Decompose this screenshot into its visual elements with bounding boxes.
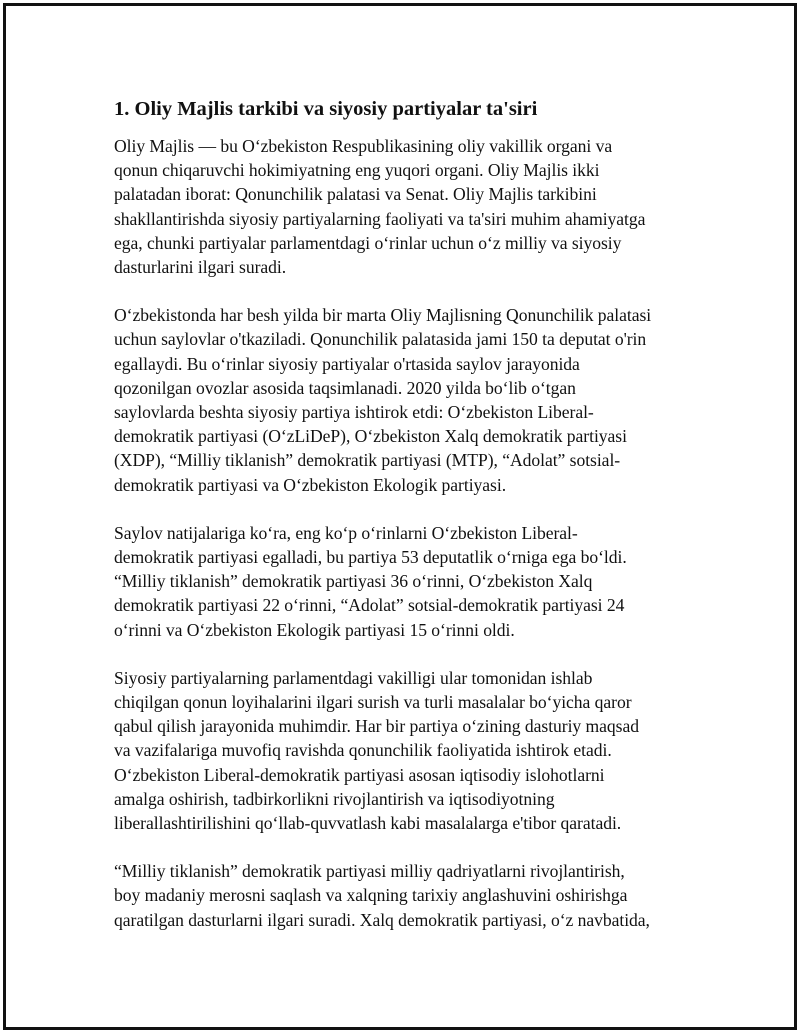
paragraph-milliy-tiklanish [114, 859, 694, 932]
text-line: Oliy Majlis — bu O‘zbekiston Respublikasining oliy vakillik organi va [114, 136, 613, 156]
text-line: boy madaniy merosni saqlash va xalqning tarixiy anglashuvini oshirishga [114, 885, 628, 906]
text-line: Saylov natijalariga ko‘ra, eng ko‘p o‘rinlarni O‘zbekiston Liberal- [114, 522, 578, 543]
text-line: “Milliy tiklanish” demokratik partiyasi 36 o‘rinni, O‘zbekiston Xalq [114, 571, 593, 592]
text-line: palatadan iborat: Qonunchilik palatasi va Senat. Oliy Majlis tarkibini [114, 184, 597, 205]
text-line: qaratilgan dasturlarni ilgari suradi. Xalq demokratik partiyasi, o‘z navbatida, [114, 909, 650, 930]
text-line: shakllantirishda siyosiy partiyalarning faoliyati va ta'siri muhim ahamiyatga [114, 208, 646, 229]
text-line: egallaydi. Bu o‘rinlar siyosiy partiyalar o'rtasida saylov jarayonida [114, 353, 580, 374]
text-line: (XDP), “Milliy tiklanish” demokratik partiyasi (MTP), “Adolat” sotsial- [114, 450, 621, 471]
section-heading: 1. Oliy Majlis tarkibi va siyosiy partiyalar ta'siri [114, 98, 538, 120]
text-line: liberallashtirilishini qo‘llab-quvvatlash kabi masalalarga e'tibor qaratadi. [114, 813, 622, 834]
text-line: chiqilgan qonun loyihalarini ilgari surish va turli masalalar bo‘yicha qaror [114, 692, 632, 713]
text-line: dasturlarini ilgari suradi. [114, 257, 287, 278]
paragraph-party-representation [114, 666, 694, 835]
document-body [114, 96, 694, 956]
text-line: qabul qilish jarayonida muhimdir. Har bir partiya o‘zining dasturiy maqsad [114, 716, 639, 737]
text-line: qozonilgan ovozlar asosida taqsimlanadi. 2020 yilda bo‘lib o‘tgan [114, 377, 576, 398]
text-line: qonun chiqaruvchi hokimiyatning eng yuqori organi. Oliy Majlis ikki [114, 160, 600, 181]
text-line: “Milliy tiklanish” demokratik partiyasi milliy qadriyatlarni rivojlantirish, [114, 861, 625, 882]
text-line: Siyosiy partiyalarning parlamentdagi vakilligi ular tomonidan ishlab [114, 667, 593, 688]
text-line: O‘zbekiston Liberal-demokratik partiyasi asosan iqtisodiy islohotlarni [114, 764, 605, 785]
text-line: demokratik partiyasi (O‘zLiDeP), O‘zbekiston Xalq demokratik partiyasi [114, 426, 627, 447]
paragraph-election-results [114, 521, 694, 642]
text-line: demokratik partiyasi egalladi, bu partiya 53 deputatlik o‘rniga ega bo‘ldi. [114, 547, 627, 568]
text-line: demokratik partiyasi va O‘zbekiston Ekologik partiyasi. [114, 474, 507, 495]
text-line: saylovlarda beshta siyosiy partiya ishtirok etdi: O‘zbekiston Liberal- [114, 402, 594, 423]
text-line: O‘zbekistonda har besh yilda bir marta Oliy Majlisning Qonunchilik palatasi [114, 305, 652, 326]
text-line: va vazifalariga muvofiq ravishda qonunchilik faoliyatida ishtirok etadi. [114, 740, 612, 761]
text-line: demokratik partiyasi 22 o‘rinni, “Adolat” sotsial-demokratik partiyasi 24 [114, 595, 625, 616]
text-line: uchun saylovlar o'tkaziladi. Qonunchilik palatasida jami 150 ta deputat o'rin [114, 329, 647, 350]
text-line: amalga oshirish, tadbirkorlikni rivojlantirish va iqtisodiyotning [114, 788, 555, 809]
text-line: o‘rinni va O‘zbekiston Ekologik partiyasi 15 o‘rinni oldi. [114, 619, 515, 640]
text-line: ega, chunki partiyalar parlamentdagi o‘rinlar uchun o‘z milliy va siyosiy [114, 232, 622, 253]
paragraph-oliy-majlis-intro [114, 134, 694, 279]
paragraph-elections [114, 303, 694, 497]
